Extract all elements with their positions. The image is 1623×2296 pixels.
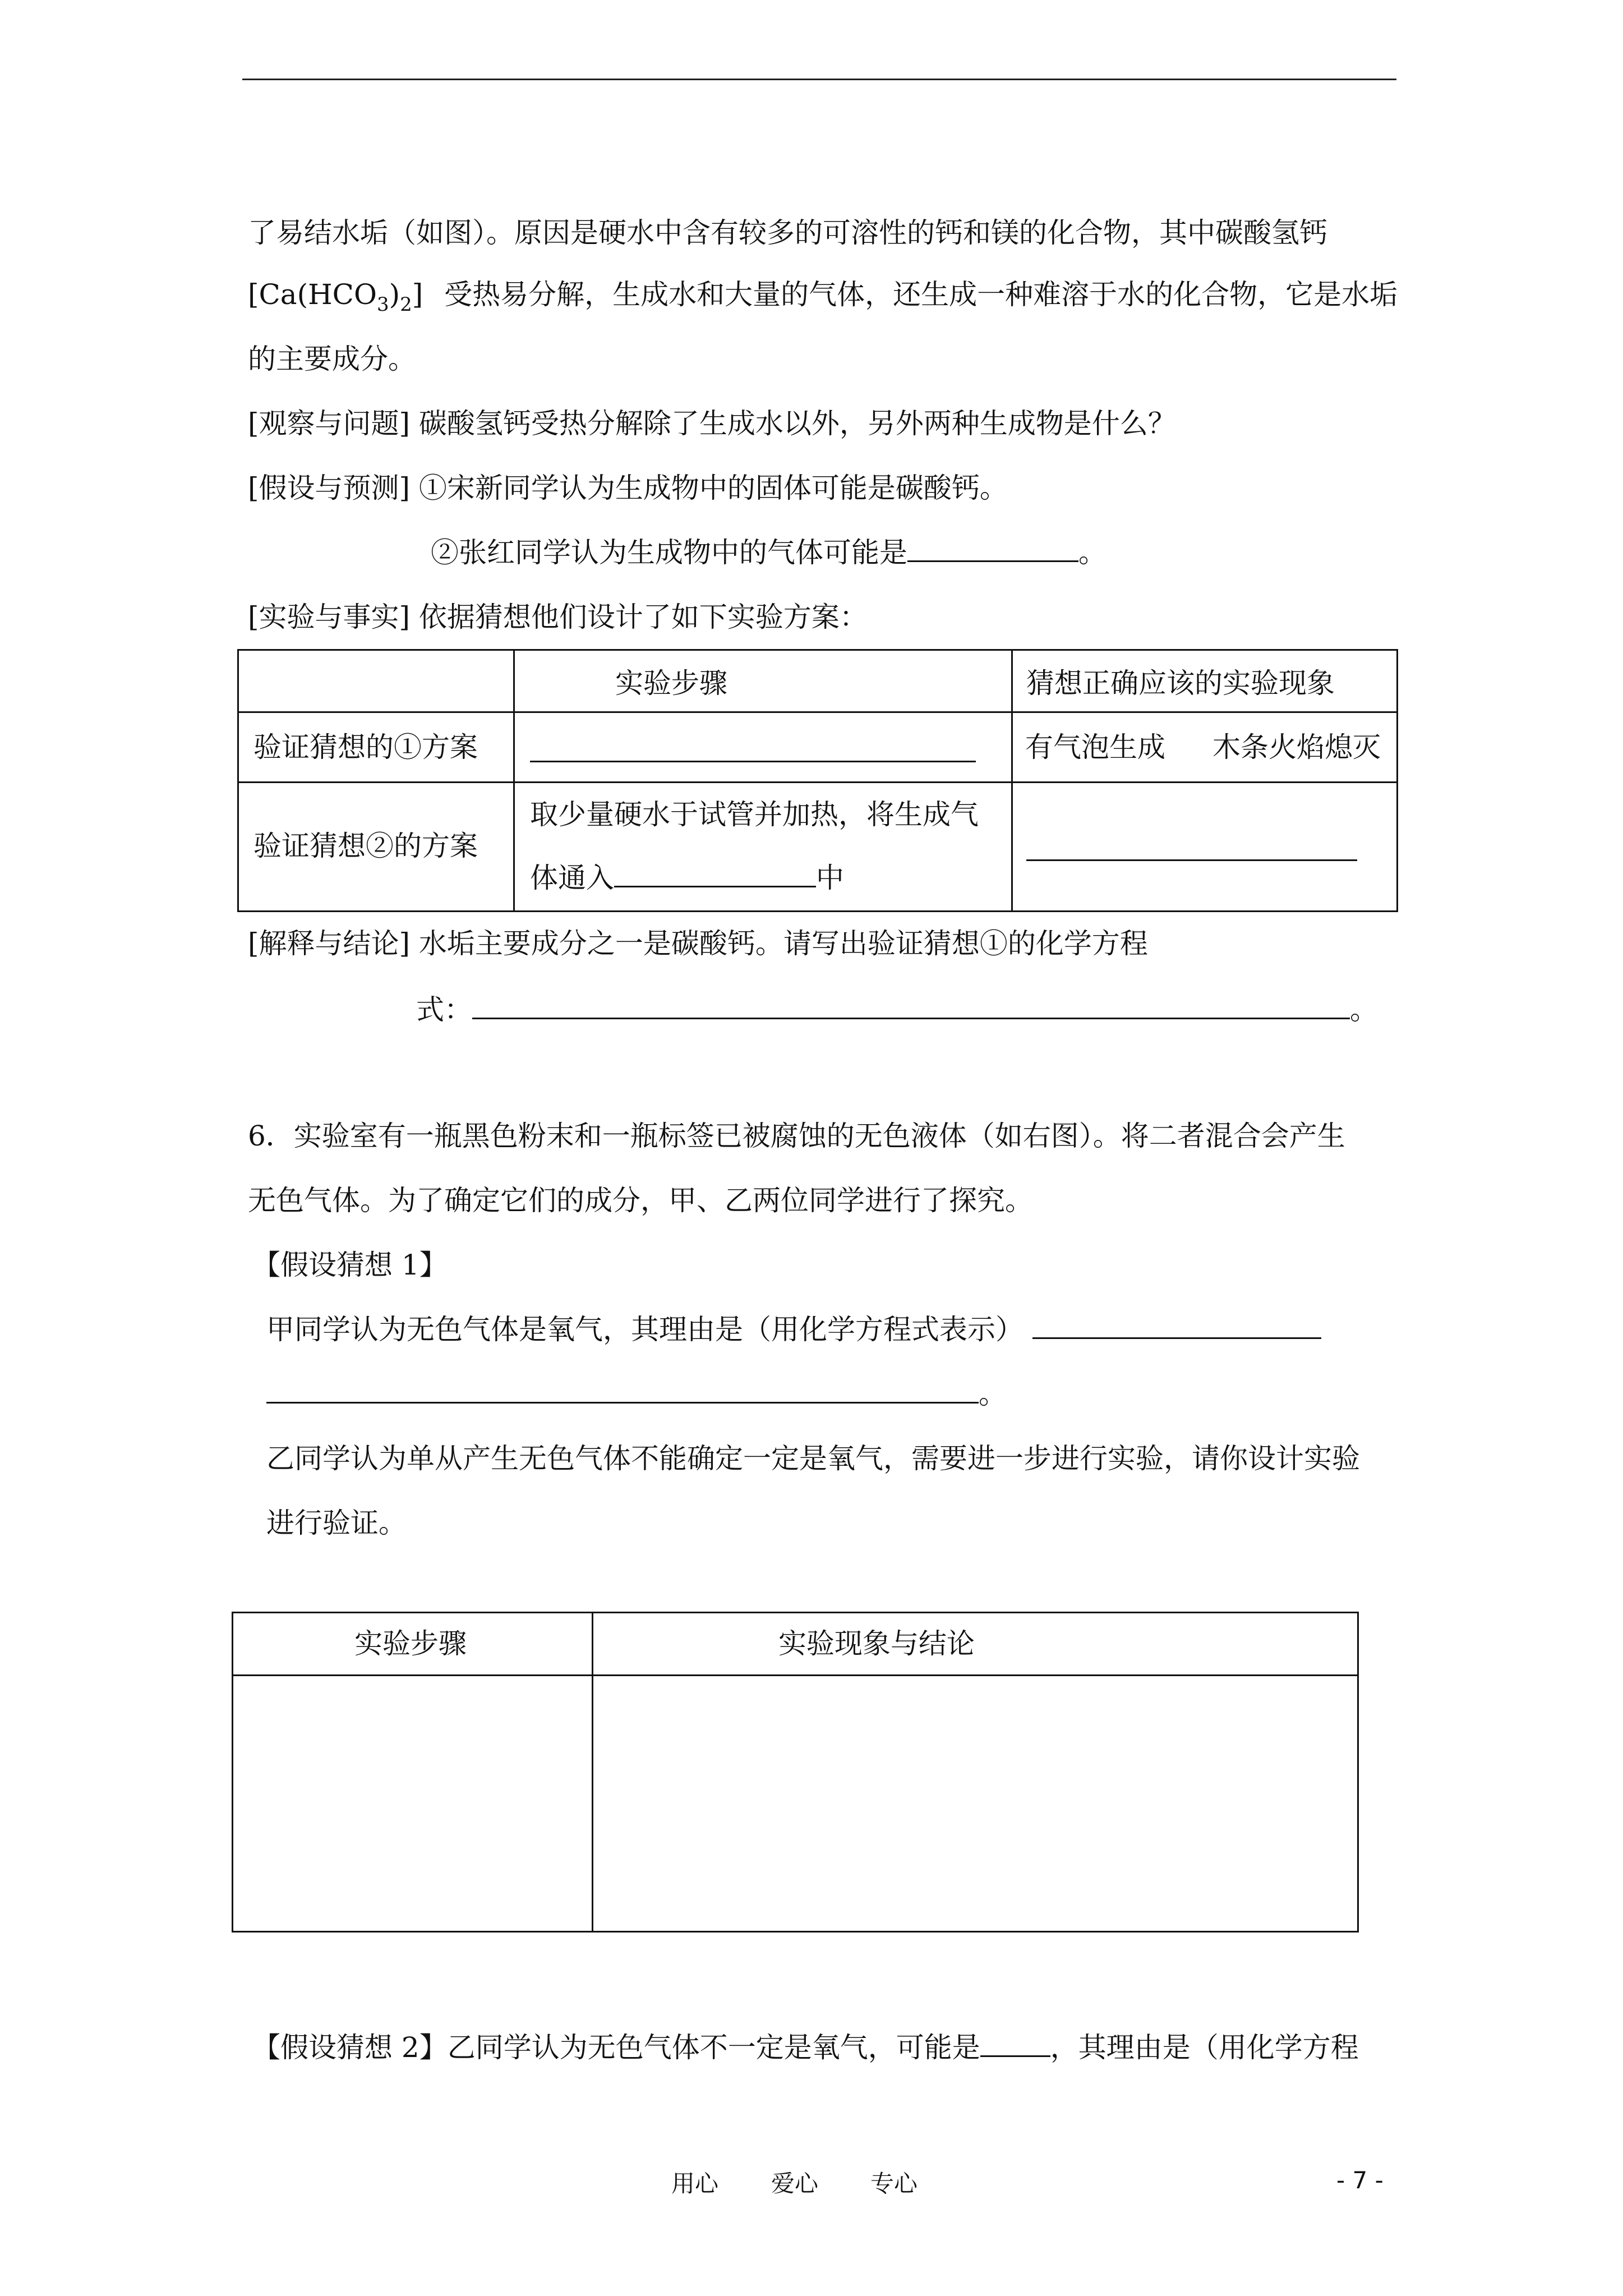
jia-end: 。: [979, 1378, 1007, 1410]
formula-text: [Ca(HCO: [248, 278, 377, 311]
answer-cell-result[interactable]: [596, 1678, 1355, 1929]
table-border: [513, 649, 515, 912]
answer-cell-steps[interactable]: [236, 1678, 589, 1929]
row1-phenomena-b: 木条火焰熄灭: [1212, 731, 1381, 763]
answer-blank[interactable]: [266, 1377, 979, 1404]
answer-blank[interactable]: [530, 736, 976, 762]
hypothesis-2-end: 。: [1078, 536, 1106, 569]
table2-header-steps: 实验步骤: [354, 1627, 467, 1660]
answer-blank[interactable]: [1026, 835, 1357, 861]
table-border: [237, 649, 1398, 651]
paragraph-line: 了易结水垢（如图）。原因是硬水中含有较多的可溶性的钙和镁的化合物，其中碳酸氢钙: [248, 217, 1327, 249]
answer-blank[interactable]: [472, 993, 1350, 1019]
answer-blank[interactable]: [907, 536, 1078, 562]
hypothesis-2-text: ②张红同学认为生成物中的气体可能是: [431, 536, 907, 569]
question-6: 6．实验室有一瓶黑色粉末和一瓶标签已被腐蚀的无色液体（如右图）。将二者混合会产生: [248, 1120, 1345, 1152]
yi-statement: 乙同学认为单从产生无色气体不能确定一定是氧气，需要进一步进行实验，请你设计实验: [266, 1442, 1360, 1475]
page-number: - 7 -: [1336, 2166, 1384, 2194]
conclusion-line: [解释与结论] 水垢主要成分之一是碳酸钙。请写出验证猜想①的化学方程: [248, 927, 1148, 960]
conclusion-end: 。: [1350, 993, 1378, 1026]
row1-phenomena-a: 有气泡生成: [1025, 731, 1165, 763]
yi-statement: 进行验证。: [266, 1507, 407, 1539]
paragraph-text: 受热易分解，生成水和大量的气体，还生成一种难溶于水的化合物，它是水垢: [444, 278, 1398, 311]
row2-steps-end: 中: [816, 862, 844, 894]
row2-steps: 取少量硬水于试管并加热，将生成气: [530, 798, 979, 831]
table-border: [237, 649, 239, 912]
table-border: [237, 711, 1398, 713]
table-header-steps: 实验步骤: [615, 667, 727, 700]
formula-text: ): [389, 278, 400, 311]
jia-equation: [266, 1377, 1007, 1411]
table-border: [232, 1612, 1359, 1613]
table2-header-result: 实验现象与结论: [778, 1627, 975, 1660]
answer-blank[interactable]: [980, 2031, 1050, 2057]
hypothesis-2: [431, 536, 1106, 569]
table-border: [232, 1674, 1359, 1676]
formula-subscript: 2: [400, 293, 412, 316]
guess-2-text: 【假设猜想 2】乙同学认为无色气体不一定是氧气，可能是: [252, 2031, 980, 2064]
jia-statement: [266, 1313, 1321, 1346]
table-border: [592, 1612, 593, 1932]
formula-subscript: 3: [376, 293, 389, 316]
guess-2-text-end: ，其理由是（用化学方程: [1050, 2031, 1359, 2064]
observe-question: [观察与问题] 碳酸氢钙受热分解除了生成水以外，另外两种生成物是什么？: [248, 407, 1176, 440]
footer-word: 用心: [671, 2170, 719, 2197]
row2-steps: [530, 861, 844, 895]
hypothesis-1: [假设与预测] ①宋新同学认为生成物中的固体可能是碳酸钙。: [248, 472, 1008, 504]
paragraph-line: 的主要成分。: [248, 343, 416, 375]
table-border: [237, 910, 1398, 912]
question-6-line: 无色气体。为了确定它们的成分，甲、乙两位同学进行了探究。: [248, 1184, 1033, 1217]
row1-label: 验证猜想的①方案: [253, 731, 478, 763]
conclusion-text: 式：: [416, 993, 472, 1026]
table-header-phenomena: 猜想正确应该的实验现象: [1026, 667, 1335, 700]
answer-blank[interactable]: [614, 861, 816, 887]
formula-line: [248, 278, 1398, 315]
table-border: [1011, 649, 1013, 912]
table-border: [1396, 649, 1398, 912]
row2-steps-text: 体通入: [530, 862, 614, 894]
footer-word: 专心: [870, 2170, 918, 2197]
formula-text: ]: [412, 278, 423, 311]
jia-text: 甲同学认为无色气体是氧气，其理由是（用化学方程式表示）: [266, 1313, 1023, 1346]
guess-1-title: 【假设猜想 1】: [252, 1249, 448, 1281]
footer-word: 爱心: [771, 2170, 819, 2197]
table-border: [1357, 1612, 1359, 1932]
row2-label: 验证猜想②的方案: [253, 830, 478, 862]
table-border: [232, 1612, 233, 1932]
experiment-intro: [实验与事实] 依据猜想他们设计了如下实验方案：: [248, 601, 868, 633]
table-border: [232, 1931, 1359, 1932]
conclusion-equation: [416, 993, 1378, 1027]
table-border: [237, 781, 1398, 783]
header-rule: [242, 79, 1396, 80]
answer-blank[interactable]: [1032, 1313, 1321, 1339]
guess-2: [252, 2031, 1359, 2064]
